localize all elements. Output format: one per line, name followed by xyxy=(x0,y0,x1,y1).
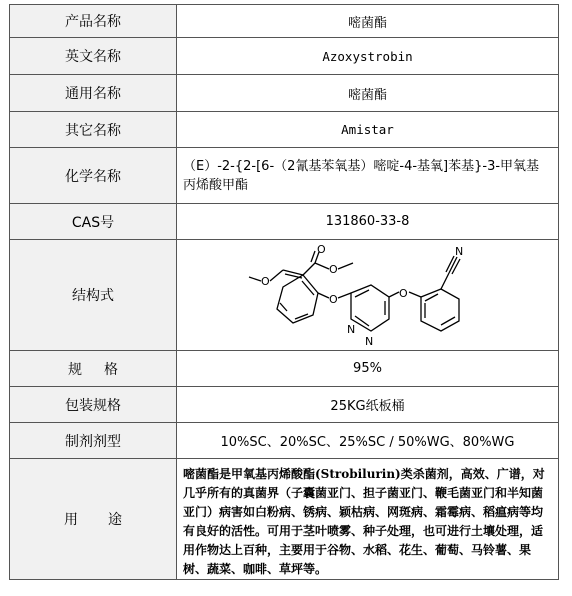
english-name-label: 英文名称 xyxy=(10,38,177,75)
product-name-value: 嘧菌酯 xyxy=(177,5,559,38)
atom-o3: O xyxy=(328,263,338,276)
row-other-name xyxy=(10,112,559,148)
atom-o4: O xyxy=(328,293,338,306)
row-packaging xyxy=(10,387,559,423)
atom-o2: O xyxy=(316,243,326,256)
atom-n1: N xyxy=(346,323,355,336)
spec-label-a: 规 xyxy=(68,361,82,378)
formulation-label: 制剂剂型 xyxy=(10,423,177,459)
row-usage xyxy=(10,459,559,580)
common-name-value: 嘧菌酯 xyxy=(177,75,559,112)
cas-value: 131860-33-8 xyxy=(177,204,559,240)
other-name-label: 其它名称 xyxy=(10,112,177,148)
common-name-label: 通用名称 xyxy=(10,75,177,112)
product-spec-table xyxy=(9,4,559,580)
chemical-name-label: 化学名称 xyxy=(10,148,177,204)
packaging-label: 包装规格 xyxy=(10,387,177,423)
english-name-value: Azoxystrobin xyxy=(177,38,559,75)
other-name-value: Amistar xyxy=(177,112,559,148)
atom-o1: O xyxy=(260,275,270,288)
product-name-label: 产品名称 xyxy=(10,5,177,38)
row-structure xyxy=(10,240,559,351)
chemical-name-value: （E）-2-{2-[6-（2氰基苯氧基）嘧啶-4-基氧]苯基}-3-甲氧基丙烯酸甲酯 xyxy=(177,148,559,204)
atom-n2: N xyxy=(364,335,373,347)
packaging-value: 25KG纸板桶 xyxy=(177,387,559,423)
structure-label: 结构式 xyxy=(10,240,177,351)
row-common-name xyxy=(10,75,559,112)
atom-o5: O xyxy=(398,287,408,300)
row-chemical-name xyxy=(10,148,559,204)
row-spec xyxy=(10,351,559,387)
row-english-name xyxy=(10,38,559,75)
row-formulation xyxy=(10,423,559,459)
usage-label xyxy=(10,459,177,580)
formulation-value: 10%SC、20%SC、25%SC / 50%WG、80%WG xyxy=(177,423,559,459)
usage-value: 嘧菌酯是甲氧基丙烯酸酯(Strobilurin)类杀菌剂，高效、广谱，对几乎所有的真菌界（子囊菌亚门、担子菌亚门、鞭毛菌亚门和半知菌亚门）病害如白粉病、锈病、颖枯病、网斑病、霜霉病、稻瘟病等均有良好的活性。可用于茎叶喷雾、种子处理，也可进行土壤处理，适用作物达上百种，主要用于谷物、水稻、花生、葡萄、马铃薯、果树、蔬菜、咖啡、草坪等。 xyxy=(177,459,559,580)
row-product-name xyxy=(10,5,559,38)
usage-label-b: 途 xyxy=(108,512,122,528)
usage-label-a: 用 xyxy=(64,512,78,528)
spec-label xyxy=(10,351,177,387)
structural-formula xyxy=(243,243,493,347)
cas-label: CAS号 xyxy=(10,204,177,240)
row-cas xyxy=(10,204,559,240)
spec-label-b: 格 xyxy=(104,361,118,378)
structure-cell xyxy=(177,240,559,351)
spec-value: 95% xyxy=(177,351,559,387)
atom-n3: N xyxy=(454,245,463,258)
